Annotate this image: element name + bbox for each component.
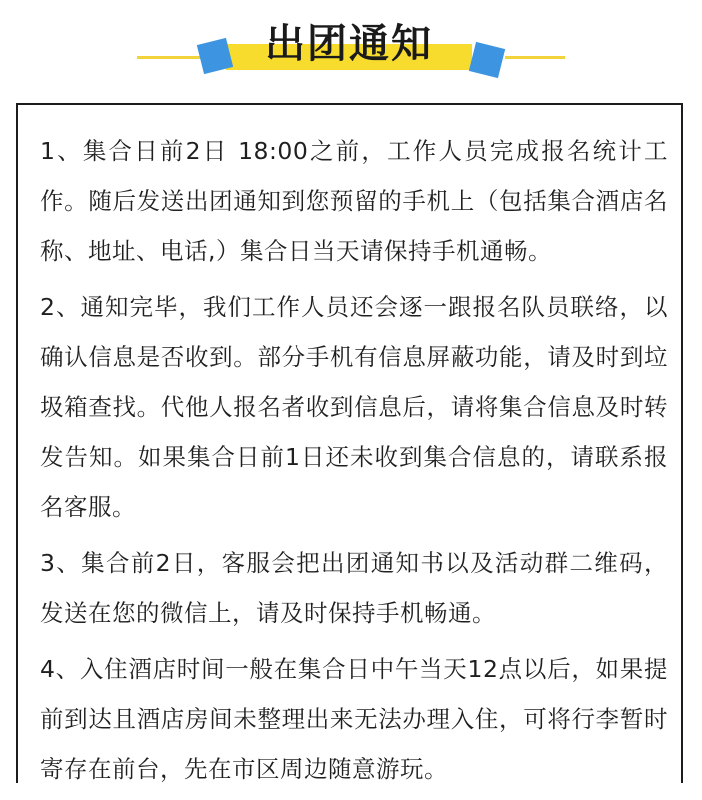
notice-paragraph-3: 3、集合前2日，客服会把出团通知书以及活动群二维码，发送在您的微信上，请及时保持手机畅通。 [40,549,668,627]
notice-paragraph-1: 1、集合日前2日 18:00之前，工作人员完成报名统计工作。随后发送出团通知到您预留的手机上（包括集合酒店名称、地址、电话,）集合日当天请保持手机通畅。 [40,137,668,265]
notice-paragraph-4: 4、入住酒店时间一般在集合日中午当天12点以后，如果提前到达且酒店房间未整理出来无法办理入住，可将行李暂时寄存在前台，先在市区周边随意游玩。 [40,655,668,783]
header-banner [0,0,702,92]
notice-paragraph-2: 2、通知完毕，我们工作人员还会逐一跟报名队员联络，以确认信息是否收到。部分手机有信息屏蔽功能，请及时到垃圾箱查找。代他人报名者收到信息后，请将集合信息及时转发告知。如果集合日前1日还未收到集合信息的，请联系报名客服。 [40,293,668,521]
decorative-square-right [469,42,505,78]
header-line-right [505,56,565,59]
page-title: 出团通知 [265,21,433,67]
notice-paragraphs [40,126,668,800]
